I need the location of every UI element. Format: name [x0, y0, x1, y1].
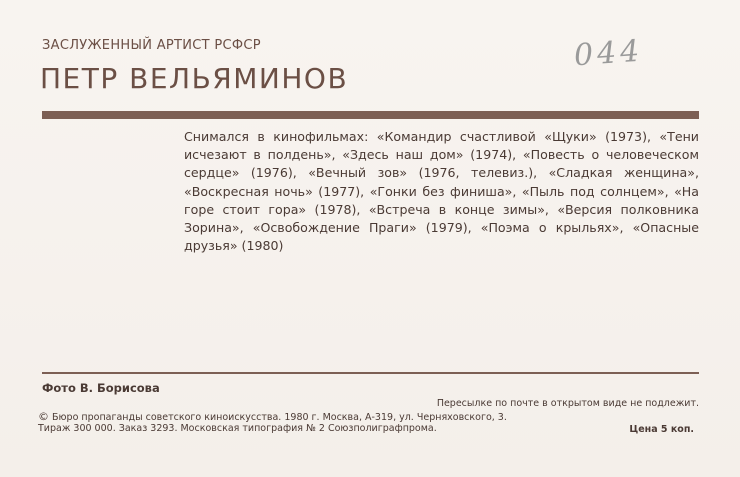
copyright-icon: ©: [38, 410, 49, 423]
bottom-divider-rule: [42, 372, 699, 374]
publisher-line: [38, 410, 507, 423]
handwritten-number: 044: [572, 33, 645, 74]
top-divider-bar: [42, 111, 699, 119]
photo-credit: Фото В. Борисова: [42, 381, 160, 395]
filmography-text: Снимался в кинофильмах: «Командир счастливой «Щуки» (1973), «Тени исчезают в полдень», «Здесь наш дом» (1974), «Повесть о человеческом сердце» (1976), «Вечный зов» (1976, телевиз.), «Сладкая женщина», «Воскресная ночь» (1977), «Гонки без финиша», «Пыль под солнцем», «На горе стоит гора» (1978), «Встреча в конце зимы», «Версия полковника Зорина», «Освобождение Праги» (1979), «Поэма о крыльях», «Опасные друзья» (1980): [184, 129, 699, 254]
price-label: Цена 5 коп.: [629, 424, 694, 435]
honorary-title: ЗАСЛУЖЕННЫЙ АРТИСТ РСФСР: [42, 38, 261, 53]
mail-note: Пересылке по почте в открытом виде не подлежит.: [436, 398, 699, 409]
actor-name: ПЕТР ВЕЛЬЯМИНОВ: [40, 62, 349, 95]
print-run-line: Тираж 300 000. Заказ 3293. Московская типография № 2 Союзполиграфпрома.: [38, 423, 437, 434]
publisher-text: Бюро пропаганды советского киноискусства. 1980 г. Москва, А-319, ул. Черняховского, 3.: [52, 412, 507, 423]
